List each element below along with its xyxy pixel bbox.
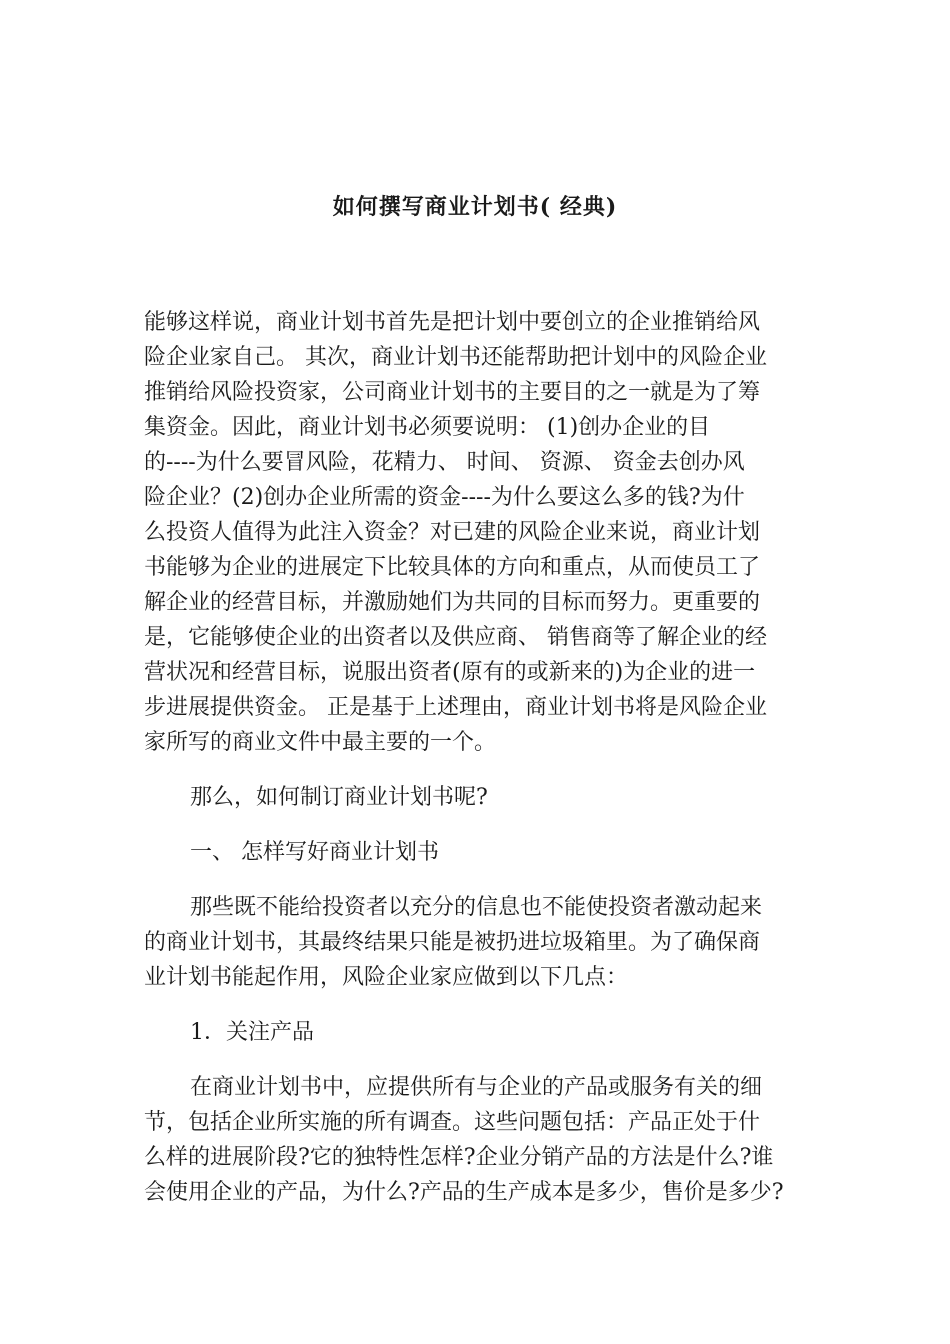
text-line: 么样的进展阶段?它的独特性怎样?企业分销产品的方法是什么?谁 [144, 1145, 774, 1170]
text-line: 书能够为企业的进展定下比较具体的方向和重点，从而使员工了 [144, 555, 761, 580]
text-line: 险企业家自己。 其次，商业计划书还能帮助把计划中的风险企业 [144, 345, 767, 370]
subsection-heading [144, 1015, 816, 1050]
text-line: 在商业计划书中，应提供所有与企业的产品或服务有关的细 [190, 1075, 763, 1100]
text-line: 集资金。因此，商业计划书必须要说明： (1)创办企业的目 [144, 415, 711, 440]
text-line: 险企业？(2)创办企业所需的资金----为什么要这么多的钱?为什 [144, 485, 745, 510]
text-line: 是，它能够使企业的出资者以及供应商、 销售商等了解企业的经 [144, 625, 767, 650]
text-line: 节，包括企业所实施的所有调查。这些问题包括：产品正处于什 [144, 1110, 761, 1135]
text-line: 业计划书能起作用，风险企业家应做到以下几点： [144, 965, 629, 990]
text-line: 能够这样说，商业计划书首先是把计划中要创立的企业推销给风 [144, 310, 761, 335]
text-line: 推销给风险投资家，公司商业计划书的主要目的之一就是为了筹 [144, 380, 761, 405]
document-title: 如何撰写商业计划书( 经典) [332, 194, 618, 220]
text-line: 么投资人值得为此注入资金？对已建的风险企业来说，商业计划 [144, 520, 761, 545]
text-line: 的商业计划书，其最终结果只能是被扔进垃圾箱里。为了确保商 [144, 930, 761, 955]
text-line: 营状况和经营目标，说服出资者(原有的或新来的)为企业的进一 [144, 660, 756, 685]
text-line: 步进展提供资金。 正是基于上述理由，商业计划书将是风险企业 [144, 695, 767, 720]
document-body [144, 305, 816, 1210]
paragraph [144, 305, 816, 760]
text-line: 家所写的商业文件中最主要的一个。 [144, 730, 497, 755]
paragraph [144, 1070, 816, 1210]
text-line: 1．关注产品 [190, 1020, 314, 1045]
text-line: 的----为什么要冒风险，花精力、 时间、 资源、 资金去创办风 [144, 450, 745, 475]
text-line: 会使用企业的产品，为什么?产品的生产成本是多少，售价是多少? [144, 1180, 784, 1205]
text-line: 那些既不能给投资者以充分的信息也不能使投资者激动起来 [190, 895, 763, 920]
paragraph [144, 890, 816, 995]
text-line: 解企业的经营目标，并激励她们为共同的目标而努力。更重要的 [144, 590, 761, 615]
section-heading [144, 835, 816, 870]
paragraph [144, 780, 816, 815]
text-line: 那么，如何制订商业计划书呢? [190, 785, 488, 810]
text-line: 一、 怎样写好商业计划书 [190, 840, 439, 865]
